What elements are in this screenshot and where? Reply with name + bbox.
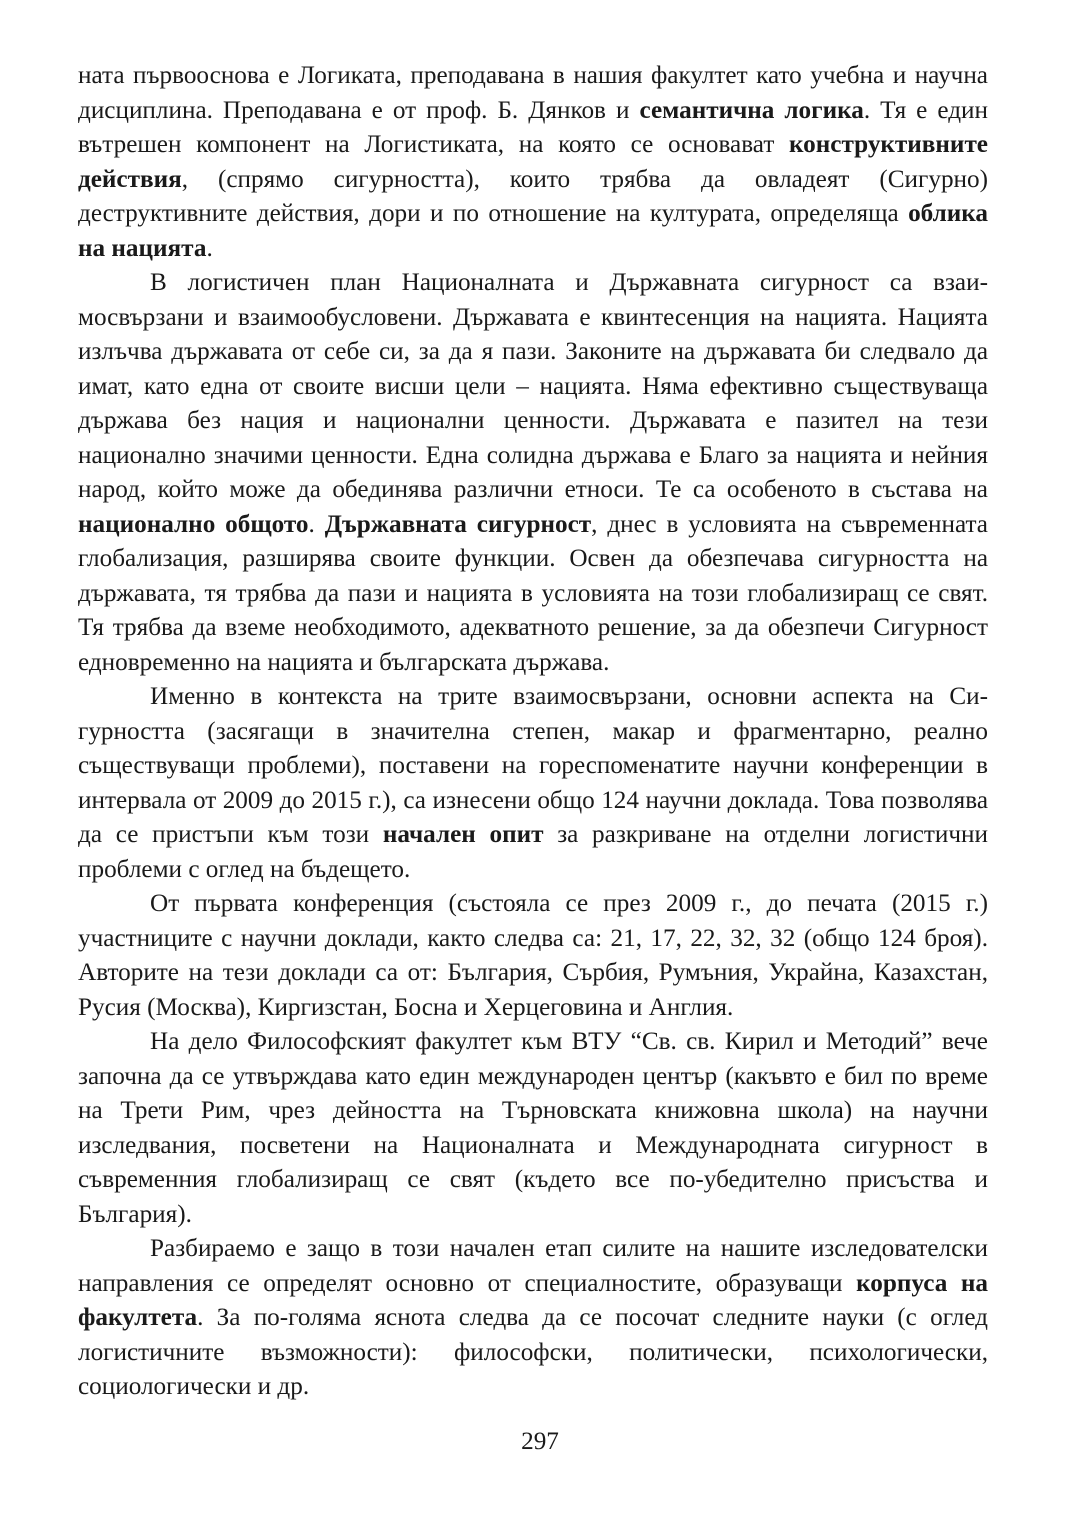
- body-text: [78, 59, 988, 1405]
- text-run: , днес в условията на съвременната глобализация, разширява своите функции. Освен да обезпечава сигурността на държавата, тя трябва да пази и нацията в условията на този глобализиращ се свят. Тя трябва да вземе необходимото, адекватното решение, за да обезпечи Сигурност едновременно на нацията и българската държава.: [78, 510, 988, 676]
- text-run: .: [308, 510, 325, 538]
- text-run: В логистичен план Националната и Държавната сигурност са взаимосвързани и взаимообусловени. Държавата е квинтесенция на нацията. Нацията излъчва държавата от себе си, за да я пази. Законите на държавата би следвало да имат, като една от своите висши цели – нацията. Няма ефективно съществуваща държава без нация и национални ценности. Държавата е пазител на тези национално значими ценности. Една солидна държава е Благо за нацията и нейния народ, който може да обединява различни етноси. Те са особеното в състава на: [78, 269, 988, 503]
- bold-term: конструктивните действия: [78, 131, 988, 193]
- bold-term: Държавната сигурност: [324, 510, 592, 538]
- text-run: . Тя е един вътрешен компонент на Логистиката, на която се основават: [78, 96, 988, 158]
- bold-term: национално общото: [78, 510, 309, 538]
- text-run: ната първооснова е Логиката, преподавана в нашия факултет като учебна и научна дисциплина. Преподавана е от проф. Б. Дянков и: [78, 62, 988, 124]
- text-run: . За по-голяма яснота следва да се посочат следните науки (с оглед логистичните възможности): философски, политически, психологически, социологически и др.: [78, 1304, 988, 1400]
- text-run: На дело Философският факултет към ВТУ “Св. св. Кирил и Методий” вече започна да се утвърждава като един международен център (какъвто е бил по време на Трети Рим, чрез дейността на Търновската книжовна школа) на научни изследвания, посветени на Националната и Международната сигурност в съвременния глобализиращ се свят (където все по-убедително присъства и България).: [78, 1028, 988, 1228]
- page-number: 297: [521, 1428, 559, 1455]
- text-run: От първата конференция (състояла се през 2009 г., до печата (2015 г.) участниците с научни доклади, както следва са: 21, 17, 22, 32, 32 (общо 124 броя). Авторите на тези доклади са от: България, Сърбия, Румъния, Украйна, Казахстан, Русия (Москва), Киргизстан, Босна и Херцеговина и Англия.: [78, 890, 988, 1021]
- bold-term: семантична логика: [639, 96, 864, 124]
- paragraph-4: [78, 887, 988, 1025]
- paragraph-5: [78, 1025, 988, 1232]
- text-run: , (спрямо сигурността), които трябва да овладеят (Сигурно) деструктивните действия, дори и по отношение на културата, определяща: [78, 165, 988, 227]
- paragraph-1: [78, 59, 988, 266]
- text-run: Именно в контекста на трите взаимосвързани, основни аспекта на Сигурността (засягащи в значителна степен, макар и фрагментарно, реално съществуващи проблеми), поставени на гореспоменатите научни конференции в интервала от 2009 до 2015 г.), са изнесени общо 124 научни доклада. Това позволява да се пристъпи към този: [78, 683, 988, 848]
- paragraph-6: [78, 1232, 988, 1405]
- text-run: .: [206, 234, 213, 262]
- text-run: Разбираемо е защо в този начален етап силите на нашите изследователски направления се определят основно от специалностите, образуващи: [78, 1235, 988, 1297]
- bold-term: начален опит: [382, 821, 544, 848]
- paragraph-3: [78, 680, 988, 887]
- bold-term: облика на нацията: [78, 200, 988, 262]
- bold-term: корпуса на факултета: [78, 1269, 988, 1331]
- text-run: за разкриване на отделни логистични проблеми с оглед на бъдещето.: [78, 821, 989, 883]
- paragraph-2: [78, 266, 988, 680]
